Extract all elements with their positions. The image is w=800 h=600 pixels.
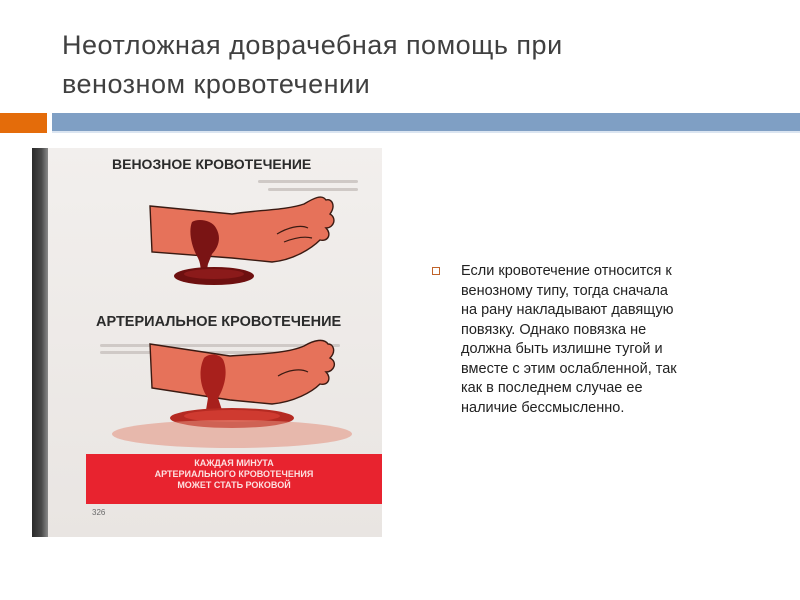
page-number: 326 (92, 508, 106, 517)
arterial-hand-icon (112, 340, 352, 448)
bleeding-illustration (32, 148, 382, 537)
slide-title: Неотложная доврачебная помощь при венозном кровотечении (62, 30, 563, 99)
arterial-bleeding-heading: АРТЕРИАЛЬНОЕ КРОВОТЕЧЕНИЕ (96, 314, 342, 330)
accent-bar-highlight (52, 131, 800, 133)
venous-bleeding-heading: ВЕНОЗНОЕ КРОВОТЕЧЕНИЕ (112, 156, 312, 172)
square-bullet-icon (432, 267, 440, 275)
warning-banner-text: КАЖДАЯ МИНУТА АРТЕРИАЛЬНОГО КРОВОТЕЧЕНИЯ МОЖЕТ СТАТЬ РОКОВОЙ (154, 458, 314, 490)
bullet-text: Если кровотечение относится к венозному типу, тогда сначала на рану накладывают давящую повязку. Однако повязка не должна быть излишне тугой и вместе с этим ослабленной, так как в последнем случае ее наличие бессмысленно. (461, 263, 677, 416)
accent-bar-blue (52, 113, 800, 133)
accent-bar-orange (0, 113, 47, 133)
venous-hand-icon (150, 197, 334, 285)
